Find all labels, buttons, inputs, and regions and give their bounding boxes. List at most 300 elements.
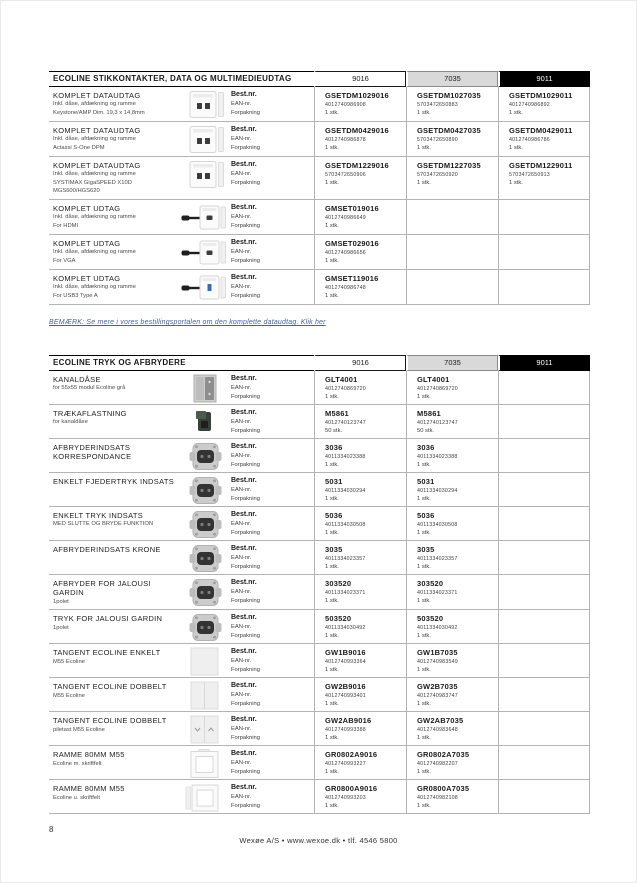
- pack-quantity: 1 stk.: [509, 180, 523, 186]
- column-header-7035: 7035: [406, 71, 498, 87]
- product-desc: MGS600/HGS620: [53, 188, 100, 195]
- product-code: 503520: [325, 614, 352, 624]
- ean-number: 4012740983648: [417, 727, 458, 734]
- product-name: KOMPLET UDTAG: [53, 238, 121, 248]
- pack-quantity: 1 stk.: [325, 393, 339, 400]
- pack-label: Forpakning: [231, 393, 261, 400]
- pack-quantity: 50 stk.: [325, 427, 343, 434]
- table-row: [49, 200, 590, 235]
- product-info: [49, 270, 176, 304]
- best-nr-label: Best.nr.: [231, 161, 257, 168]
- product-desc: SYSTIMAX GigaSPEED X10D: [53, 179, 132, 186]
- pack-quantity: 1 stk.: [417, 803, 431, 810]
- table-section-switches: [49, 355, 590, 814]
- product-code: GW1B9016: [325, 648, 366, 658]
- product-desc: Ecoline m. skriftfelt: [53, 760, 102, 767]
- pack-quantity: 50 stk.: [417, 427, 435, 434]
- product-image-cell: [176, 678, 231, 711]
- best-nr-label: Best.nr.: [231, 374, 257, 382]
- product-code: GW2AB7035: [417, 716, 464, 726]
- ean-number: 4011334030492: [325, 625, 366, 632]
- ean-number: 4011334030294: [325, 487, 366, 494]
- ean-number: 4011334030508: [325, 521, 366, 528]
- product-name: TRÆKAFLASTNING: [53, 408, 127, 418]
- product-info: [49, 439, 176, 472]
- ean-number: 4012740986786: [509, 137, 550, 143]
- pack-quantity: 1 stk.: [417, 563, 431, 570]
- table-row: [49, 439, 590, 473]
- product-name: RAMME 80MM M55: [53, 750, 125, 760]
- product-table: [49, 71, 590, 305]
- product-image-cell: [176, 644, 231, 677]
- pack-quantity: 1 stk.: [325, 292, 339, 299]
- product-code: GR0800A7035: [417, 784, 470, 794]
- product-info: [49, 780, 176, 813]
- variant-cell-9011: [498, 541, 590, 574]
- pack-quantity: 1 stk.: [325, 735, 339, 742]
- product-name: TRYK FOR JALOUSI GARDIN: [53, 614, 163, 624]
- ean-number: 4012740123747: [325, 419, 366, 426]
- ean-number: 4012740986878: [325, 137, 366, 143]
- product-desc: M55 Ecoline: [53, 692, 85, 699]
- variant-cell-9016: [314, 746, 406, 779]
- pack-label: Forpakning: [231, 734, 261, 741]
- pack-quantity: 1 stk.: [325, 145, 339, 151]
- tangent-single-icon: [181, 647, 227, 677]
- variant-cell-7035: [406, 439, 498, 472]
- variant-cell-7035: [406, 371, 498, 404]
- pack-label: Forpakning: [231, 666, 261, 673]
- pack-label: Forpakning: [231, 257, 261, 264]
- product-desc: Inkl. dåse, afdækning og ramme: [53, 249, 136, 256]
- ean-label: EAN-nr.: [231, 171, 252, 177]
- variant-cell-7035: [406, 644, 498, 677]
- product-desc: Actassi S-One DPM: [53, 144, 105, 151]
- ean-label: EAN-nr.: [231, 692, 252, 699]
- pack-label: Forpakning: [231, 179, 261, 186]
- product-code: 3036: [417, 442, 435, 452]
- variant-cell-9016: [314, 712, 406, 745]
- order-portal-link[interactable]: BEMÆRK: Se mere i vores bestillingsportalen om den komplette dataudtag. Klik her: [49, 318, 326, 326]
- field-labels: [231, 644, 314, 677]
- ean-label: EAN-nr.: [231, 248, 252, 255]
- pack-quantity: 1 stk.: [325, 769, 339, 776]
- pack-label: Forpakning: [231, 632, 261, 639]
- product-info: [49, 405, 176, 438]
- product-desc: For USB3 Type A: [53, 292, 98, 299]
- product-code: M5861: [325, 408, 349, 418]
- table-row: [49, 746, 590, 780]
- mechanism-icon: [181, 510, 227, 540]
- product-table: [49, 355, 590, 814]
- product-info: [49, 746, 176, 779]
- variant-cell-9016: [314, 235, 406, 269]
- pack-label: Forpakning: [231, 700, 261, 707]
- variant-cell-9011: [498, 610, 590, 643]
- ean-number: 4012740993388: [325, 727, 366, 734]
- variant-cell-9011: [498, 235, 590, 269]
- ean-number: 4012740986748: [325, 284, 366, 291]
- field-labels: [231, 507, 314, 540]
- product-code: 5031: [325, 476, 343, 486]
- best-nr-label: Best.nr.: [231, 408, 257, 416]
- variant-cell-7035: [406, 200, 498, 234]
- product-code: 503520: [417, 614, 444, 624]
- table-row: [49, 87, 590, 122]
- best-nr-label: Best.nr.: [231, 614, 257, 622]
- product-image-cell: [176, 157, 231, 199]
- field-labels: [231, 122, 314, 156]
- pack-quantity: 1 stk.: [417, 735, 431, 742]
- variant-cell-9011: [498, 439, 590, 472]
- pack-quantity: 1 stk.: [325, 667, 339, 674]
- product-name: RAMME 80MM M55: [53, 784, 125, 794]
- mechanism-icon: [181, 578, 227, 608]
- variant-cell-9016: [314, 780, 406, 813]
- table-row: [49, 712, 590, 746]
- pack-quantity: 1 stk.: [417, 769, 431, 776]
- product-image-cell: [176, 575, 231, 609]
- table-title: ECOLINE TRYK OG AFBRYDERE: [49, 355, 314, 371]
- pack-label: Forpakning: [231, 563, 261, 570]
- best-nr-label: Best.nr.: [231, 238, 257, 246]
- pack-quantity: 1 stk.: [417, 701, 431, 708]
- table-row: [49, 405, 590, 439]
- best-nr-label: Best.nr.: [231, 203, 257, 211]
- product-code: GSETDM1029016: [325, 91, 389, 100]
- product-info: [49, 712, 176, 745]
- product-code: 3035: [325, 544, 343, 554]
- pack-quantity: 1 stk.: [417, 597, 431, 604]
- product-info: [49, 122, 176, 156]
- product-image-cell: [176, 507, 231, 540]
- variant-cell-9011: [498, 712, 590, 745]
- variant-cell-7035: [406, 746, 498, 779]
- product-info: [49, 235, 176, 269]
- ean-number: 4012740986656: [325, 249, 366, 256]
- pack-quantity: 1 stk.: [509, 110, 523, 116]
- ean-number: 5703472650920: [417, 172, 458, 178]
- column-header-7035: 7035: [406, 355, 498, 371]
- variant-cell-9011: [498, 473, 590, 506]
- product-name: ENKELT TRYK INDSATS: [53, 510, 144, 520]
- ean-label: EAN-nr.: [231, 726, 252, 733]
- product-image-cell: [176, 87, 231, 121]
- pack-quantity: 1 stk.: [417, 633, 431, 640]
- table-row: [49, 507, 590, 541]
- product-code: GSETDM1229016: [325, 161, 389, 170]
- product-code: GSETDM0427035: [417, 126, 481, 135]
- pack-label: Forpakning: [231, 109, 261, 116]
- variant-cell-9011: [498, 200, 590, 234]
- product-info: [49, 678, 176, 711]
- product-code: GW2B9016: [325, 682, 366, 692]
- pack-quantity: 1 stk.: [325, 597, 339, 604]
- pack-quantity: 1 stk.: [417, 667, 431, 674]
- ean-number: 4012740993203: [325, 795, 366, 802]
- product-desc: Inkl. dåse, afdækning og ramme: [53, 136, 136, 143]
- pack-quantity: 1 stk.: [325, 461, 339, 468]
- best-nr-label: Best.nr.: [231, 126, 257, 133]
- field-labels: [231, 200, 314, 234]
- product-desc: For HDMI: [53, 222, 79, 229]
- variant-cell-7035: [406, 122, 498, 156]
- pack-quantity: 1 stk.: [325, 803, 339, 810]
- variant-cell-9016: [314, 270, 406, 304]
- variant-cell-7035: [406, 87, 498, 121]
- tangent-arrows-icon: [181, 715, 227, 745]
- product-image-cell: [176, 270, 231, 304]
- product-desc: M55 Ecoline: [53, 658, 85, 665]
- strain-relief-icon: [181, 408, 227, 438]
- product-desc: Keystone/AMP Dim. 19,3 x 14,8mm: [53, 109, 145, 116]
- variant-cell-9016: [314, 610, 406, 643]
- product-image-cell: [176, 712, 231, 745]
- ean-number: 4012740993401: [325, 693, 366, 700]
- product-image-cell: [176, 541, 231, 574]
- product-name: AFBRYDER FOR JALOUSI GARDIN: [53, 578, 151, 598]
- page-number: 8: [49, 825, 54, 834]
- pack-label: Forpakning: [231, 144, 261, 151]
- product-name: KOMPLET DATAUDTAG: [53, 161, 141, 170]
- product-image-cell: [176, 746, 231, 779]
- mechanism-icon: [181, 544, 227, 574]
- pack-quantity: 1 stk.: [417, 145, 431, 151]
- table-row: [49, 157, 590, 200]
- pack-label: Forpakning: [231, 461, 261, 468]
- product-info: [49, 575, 176, 609]
- product-info: [49, 610, 176, 643]
- variant-cell-7035: [406, 780, 498, 813]
- pack-quantity: 1 stk.: [417, 495, 431, 502]
- pack-quantity: 1 stk.: [325, 529, 339, 536]
- ean-label: EAN-nr.: [231, 624, 252, 631]
- pack-quantity: 1 stk.: [325, 257, 339, 264]
- product-code: GR0802A7035: [417, 750, 470, 760]
- product-code: 303520: [325, 578, 352, 588]
- table-header: [49, 355, 590, 371]
- pack-quantity: 1 stk.: [417, 110, 431, 116]
- product-code: GSETDM1029011: [509, 91, 573, 100]
- product-code: GLT4001: [417, 374, 450, 384]
- product-info: [49, 644, 176, 677]
- ean-label: EAN-nr.: [231, 794, 252, 801]
- table-row: [49, 541, 590, 575]
- best-nr-label: Best.nr.: [231, 750, 257, 758]
- pack-label: Forpakning: [231, 292, 261, 299]
- ean-number: 4012740869720: [417, 385, 458, 392]
- data-outlet-icon: [181, 160, 227, 190]
- product-info: [49, 507, 176, 540]
- ean-number: 4012740983747: [417, 693, 458, 700]
- best-nr-label: Best.nr.: [231, 578, 257, 586]
- ean-label: EAN-nr.: [231, 136, 252, 142]
- product-code: GR0800A9016: [325, 784, 378, 794]
- table-row: [49, 575, 590, 610]
- product-info: [49, 371, 176, 404]
- tangent-double-icon: [181, 681, 227, 711]
- product-name: KOMPLET UDTAG: [53, 273, 121, 283]
- data-outlet-icon: [181, 125, 227, 155]
- table-row: [49, 473, 590, 507]
- product-name: KOMPLET DATAUDTAG: [53, 91, 141, 100]
- product-image-cell: [176, 200, 231, 234]
- variant-cell-9011: [498, 371, 590, 404]
- variant-cell-9011: [498, 157, 590, 199]
- table-row: [49, 644, 590, 678]
- pack-quantity: 1 stk.: [417, 461, 431, 468]
- ean-number: 5703472650906: [325, 172, 366, 178]
- ean-number: 4011334030492: [417, 625, 458, 632]
- ean-number: 4012740123747: [417, 419, 458, 426]
- ean-label: EAN-nr.: [231, 283, 252, 290]
- product-code: GR0802A9016: [325, 750, 378, 760]
- pack-quantity: 1 stk.: [509, 145, 523, 151]
- product-info: [49, 200, 176, 234]
- mechanism-icon: [181, 476, 227, 506]
- table-row: [49, 270, 590, 305]
- ean-label: EAN-nr.: [231, 554, 252, 561]
- product-desc: Inkl. dåse, afdækning og ramme: [53, 284, 136, 291]
- variant-cell-7035: [406, 405, 498, 438]
- product-image-cell: [176, 780, 231, 813]
- ean-number: 4011334023371: [417, 589, 458, 596]
- product-code: 5036: [417, 510, 435, 520]
- pack-label: Forpakning: [231, 597, 261, 604]
- table-title: ECOLINE STIKKONTAKTER, DATA OG MULTIMEDIEUDTAG: [49, 71, 314, 87]
- product-desc: Inkl. dåse, afdækning og ramme: [53, 171, 136, 178]
- variant-cell-9016: [314, 405, 406, 438]
- ean-number: 4012740993227: [325, 761, 366, 768]
- product-code: GSETDM0429011: [509, 126, 573, 135]
- table-row: [49, 610, 590, 644]
- product-code: 5036: [325, 510, 343, 520]
- ean-label: EAN-nr.: [231, 588, 252, 595]
- cable-outlet-icon: [181, 203, 227, 233]
- variant-cell-9011: [498, 644, 590, 677]
- mechanism-icon: [181, 442, 227, 472]
- field-labels: [231, 270, 314, 304]
- cable-outlet-icon: [181, 238, 227, 268]
- product-name: ENKELT FJEDERTRYK INDSATS: [53, 476, 174, 486]
- usb-outlet-icon: [181, 273, 227, 303]
- product-image-cell: [176, 405, 231, 438]
- product-info: [49, 87, 176, 121]
- variant-cell-7035: [406, 575, 498, 609]
- product-code: 5031: [417, 476, 435, 486]
- best-nr-label: Best.nr.: [231, 91, 257, 98]
- pack-quantity: 1 stk.: [325, 495, 339, 502]
- pack-label: Forpakning: [231, 495, 261, 502]
- product-name: TANGENT ECOLINE DOBBELT: [53, 682, 167, 692]
- pack-quantity: 1 stk.: [417, 180, 431, 186]
- variant-cell-7035: [406, 678, 498, 711]
- product-code: GMSET119016: [325, 273, 379, 283]
- pack-quantity: 1 stk.: [325, 701, 339, 708]
- product-code: GW2AB9016: [325, 716, 372, 726]
- variant-cell-9011: [498, 405, 590, 438]
- product-code: GSETDM1227035: [417, 161, 481, 170]
- best-nr-label: Best.nr.: [231, 442, 257, 450]
- field-labels: [231, 157, 314, 199]
- best-nr-label: Best.nr.: [231, 716, 257, 724]
- table-section-data-outlets: [49, 71, 590, 305]
- field-labels: [231, 575, 314, 609]
- ean-number: 4012740986892: [509, 102, 550, 108]
- column-header-9016: 9016: [314, 71, 406, 87]
- variant-cell-9016: [314, 678, 406, 711]
- ean-number: 4012740993364: [325, 659, 366, 666]
- variant-cell-7035: [406, 235, 498, 269]
- ean-label: EAN-nr.: [231, 101, 252, 107]
- product-desc: For VGA: [53, 257, 76, 264]
- product-desc: MED SLUTTE OG BRYDE FUNKTION: [53, 521, 154, 528]
- product-image-cell: [176, 473, 231, 506]
- product-name: AFBRYDERINDSATS KRONE: [53, 544, 161, 554]
- variant-cell-9016: [314, 371, 406, 404]
- note-line: [49, 311, 590, 329]
- variant-cell-9016: [314, 439, 406, 472]
- ean-number: 4012740983549: [417, 659, 458, 666]
- ean-label: EAN-nr.: [231, 213, 252, 220]
- mechanism-icon: [181, 613, 227, 643]
- product-image-cell: [176, 235, 231, 269]
- ean-number: 5703472650913: [509, 172, 550, 178]
- table-row: [49, 235, 590, 270]
- table-row: [49, 678, 590, 712]
- product-info: [49, 157, 176, 199]
- product-code: GW1B7035: [417, 648, 458, 658]
- pack-label: Forpakning: [231, 427, 261, 434]
- field-labels: [231, 780, 314, 813]
- product-code: GMSET029016: [325, 238, 379, 248]
- ean-number: 4011334030294: [417, 487, 458, 494]
- product-code: GSETDM1229011: [509, 161, 573, 170]
- ean-label: EAN-nr.: [231, 760, 252, 767]
- frame-label-icon: [181, 749, 227, 779]
- field-labels: [231, 541, 314, 574]
- variant-cell-9016: [314, 200, 406, 234]
- ean-number: 4011334023371: [325, 589, 366, 596]
- product-desc: piletast M55 Ecoline: [53, 726, 105, 733]
- pack-quantity: 1 stk.: [325, 633, 339, 640]
- best-nr-label: Best.nr.: [231, 273, 257, 281]
- field-labels: [231, 473, 314, 506]
- variant-cell-7035: [406, 507, 498, 540]
- product-desc: Inkl. dåse, afdækning og ramme: [53, 101, 136, 108]
- field-labels: [231, 235, 314, 269]
- variant-cell-9016: [314, 473, 406, 506]
- ean-number: 5703472650890: [417, 137, 458, 143]
- ean-label: EAN-nr.: [231, 520, 252, 527]
- variant-cell-7035: [406, 473, 498, 506]
- product-code: 3035: [417, 544, 435, 554]
- ean-number: 4012740982108: [417, 795, 458, 802]
- variant-cell-7035: [406, 610, 498, 643]
- best-nr-label: Best.nr.: [231, 784, 257, 792]
- product-name: TANGENT ECOLINE ENKELT: [53, 648, 161, 658]
- variant-cell-9016: [314, 507, 406, 540]
- ean-number: 4011334023388: [325, 453, 366, 460]
- variant-cell-9011: [498, 270, 590, 304]
- product-desc: for kanaldåse: [53, 419, 88, 426]
- product-name: KANALDÅSE: [53, 374, 101, 384]
- best-nr-label: Best.nr.: [231, 648, 257, 656]
- pack-label: Forpakning: [231, 529, 261, 536]
- pack-label: Forpakning: [231, 768, 261, 775]
- product-desc: Inkl. dåse, afdækning og ramme: [53, 214, 136, 221]
- pack-quantity: 1 stk.: [325, 563, 339, 570]
